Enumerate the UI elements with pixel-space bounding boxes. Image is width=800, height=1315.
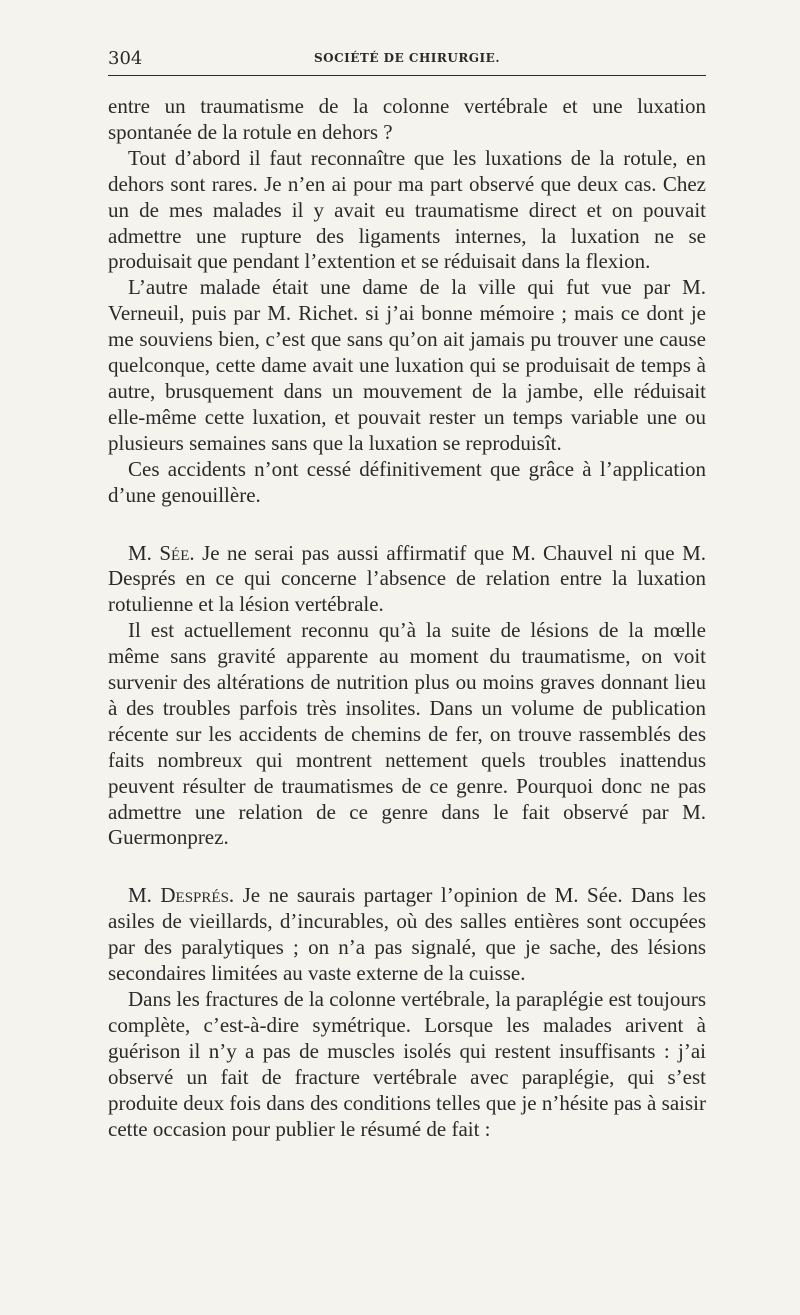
speaker-name: M. Després. [128,883,235,908]
page-header [108,48,706,72]
speaker-name: M. Sée. [128,540,195,565]
speaker-paragraph [108,883,706,987]
speaker-paragraph [108,541,706,619]
paragraph: Dans les fractures de la colonne vertébrale, la paraplégie est toujours complète, c’est-à-dire symétrique. Lorsque les malades arivent à guérison il n’y a pas de muscles isolés qui restent insuffisants : j’ai observé un fait de fracture vertébrale avec paraplégie, qui s’est produite deux fois dans des conditions telles que je n’hésite pas à saisir cette occasion pour publier le résumé de fait : [108,987,706,1141]
paragraph: Tout d’abord il faut reconnaître que les luxations de la rotule, en dehors sont rares. Je n’en ai pour ma part observé que deux cas. Chez un de mes malades il y avait eu traumatisme direct et on pouvait admettre une rupture des ligaments internes, la luxation ne se produisait que pendant l’extention et se réduisait dans la flexion. [108,145,706,274]
paragraph: Ces accidents n’ont cessé définitivement que grâce à l’application d’une genouillère. [108,456,706,507]
section-gap [108,509,706,541]
body-text [108,94,706,1142]
paragraph: L’autre malade était une dame de la ville qui fut vue par M. Verneuil, puis par M. Richet. si j’ai bonne mémoire ; mais ce dont je me souviens bien, c’est que sans qu’on ait jamais pu trouver une cause quelconque, cette dame avait une luxation qui se produisait de temps à autre, brusquement dans un mouvement de la jambe, elle réduisait elle-même cette luxation, et pouvait rester un temps variable une ou plusieurs semaines sans que la luxation se reproduisît. [108,275,706,455]
paragraph: entre un traumatisme de la colonne vertébrale et une luxation spontanée de la rotule en dehors ? [108,94,706,144]
running-head: SOCIÉTÉ DE CHIRURGIE. [313,51,500,65]
section-gap [108,851,706,883]
paragraph-text: Je ne serai pas aussi affirmatif que M. Chauvel ni que M. Després en ce qui concerne l’absence de relation entre la luxation rotulienne et la lésion vertébrale. [108,540,706,617]
paragraph: Il est actuellement reconnu qu’à la suite de lésions de la mœlle même sans gravité apparente au moment du traumatisme, on voit survenir des altérations de nutrition plus ou moins graves donnant lieu à des troubles parfois très insolites. Dans un volume de publication récente sur les accidents de chemins de fer, on trouve rassemblés des faits nombreux qui montrent nettement quels troubles inattendus peuvent résulter de traumatismes de ce genre. Pourquoi donc ne pas admettre une relation de ce genre dans le fait observé par M. Guermonprez. [108,618,706,850]
header-rule [108,75,706,76]
paragraph-text: Je ne saurais partager l’opinion de M. Sée. Dans les asiles de vieillards, d’incurables, où des salles entières sont occupées par des paralytiques ; on n’a pas signalé, que je sache, des lésions secondaires limitées au vaste externe de la cuisse. [108,883,706,986]
page-number: 304 [108,48,143,69]
